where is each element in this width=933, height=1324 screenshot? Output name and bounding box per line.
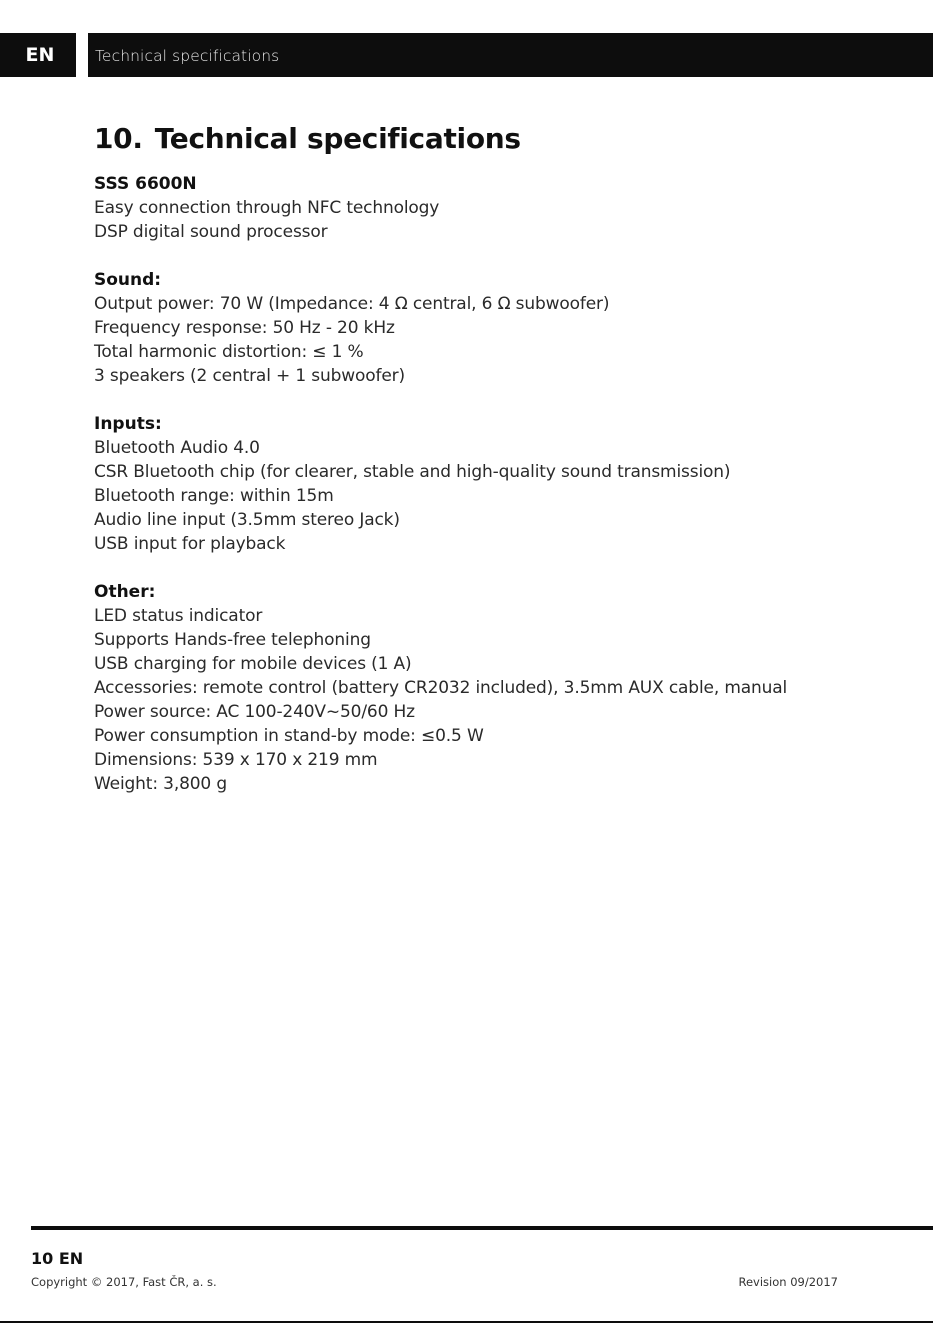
- spec-line: Audio line input (3.5mm stereo Jack): [94, 510, 400, 530]
- other-section: [94, 580, 914, 796]
- page-title-text: Technical specifications: [154, 122, 521, 155]
- footer-divider: [31, 1226, 933, 1230]
- language-badge: EN: [0, 33, 76, 77]
- spec-line: Power consumption in stand-by mode: ≤0.5 W: [94, 726, 484, 746]
- main-content: [94, 118, 914, 796]
- spec-line: USB charging for mobile devices (1 A): [94, 654, 412, 674]
- footer-page-number: 10 EN: [31, 1249, 84, 1268]
- spec-line: Frequency response: 50 Hz - 20 kHz: [94, 318, 395, 338]
- spec-line: CSR Bluetooth chip (for clearer, stable and high-quality sound transmission): [94, 462, 731, 482]
- spec-line: Supports Hands-free telephoning: [94, 630, 371, 650]
- model-section: [94, 172, 914, 244]
- header-section-title: Technical specifications: [88, 33, 933, 77]
- spec-line: Total harmonic distortion: ≤ 1 %: [94, 342, 364, 362]
- section-heading-inputs: Inputs:: [94, 414, 162, 434]
- page-title: [94, 118, 914, 160]
- inputs-section: [94, 412, 914, 556]
- page-title-number: 10.: [94, 122, 143, 155]
- spec-line: LED status indicator: [94, 606, 263, 626]
- footer-copyright: Copyright © 2017, Fast ČR, a. s.: [31, 1275, 217, 1289]
- spec-line: Bluetooth range: within 15m: [94, 486, 334, 506]
- spec-line: Easy connection through NFC technology: [94, 198, 440, 218]
- sound-section: [94, 268, 914, 388]
- section-heading-other: Other:: [94, 582, 156, 602]
- spec-line: USB input for playback: [94, 534, 286, 554]
- spec-line: Dimensions: 539 x 170 x 219 mm: [94, 750, 378, 770]
- spec-line: Power source: AC 100-240V~50/60 Hz: [94, 702, 415, 722]
- spec-line: Output power: 70 W (Impedance: 4 Ω central, 6 Ω subwoofer): [94, 294, 610, 314]
- section-heading-sound: Sound:: [94, 270, 162, 290]
- spec-line: Accessories: remote control (battery CR2032 included), 3.5mm AUX cable, manual: [94, 678, 788, 698]
- model-name: SSS 6600N: [94, 174, 197, 194]
- spec-line: Weight: 3,800 g: [94, 774, 227, 794]
- bottom-divider: [0, 1321, 933, 1323]
- spec-line: DSP digital sound processor: [94, 222, 328, 242]
- spec-line: 3 speakers (2 central + 1 subwoofer): [94, 366, 405, 386]
- footer-revision: Revision 09/2017: [738, 1275, 838, 1289]
- spec-line: Bluetooth Audio 4.0: [94, 438, 260, 458]
